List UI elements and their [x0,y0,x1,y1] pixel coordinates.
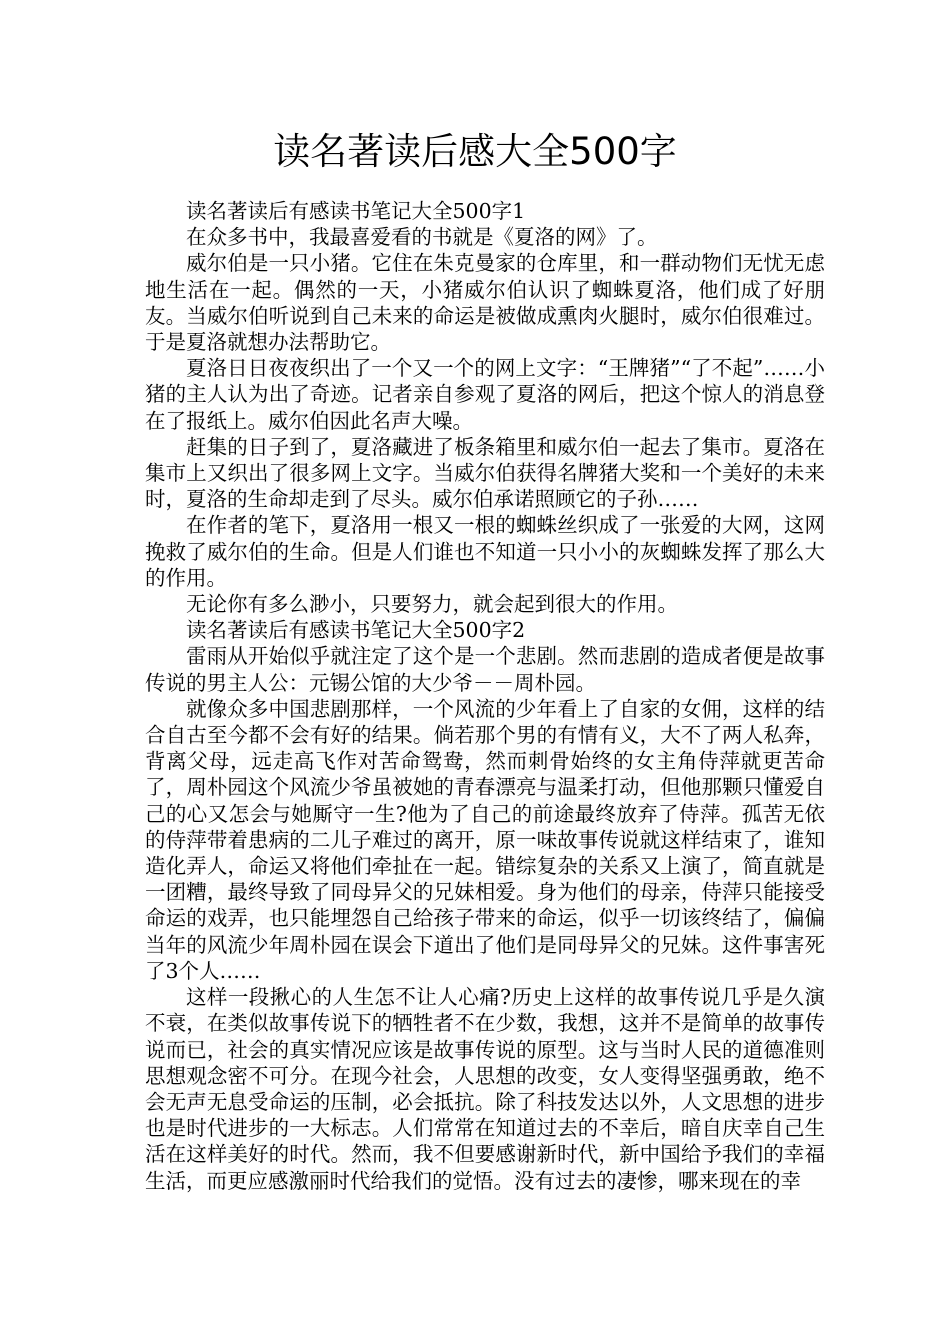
paragraph: 威尔伯是一只小猪。它住在朱克曼家的仓库里，和一群动物们无忧无虑地生活在一起。偶然的一天，小猪威尔伯认识了蜘蛛夏洛，他们成了好朋友。当威尔伯听说到自己未来的命运是被做成熏肉火腿时，威尔伯很难过。于是夏洛就想办法帮助它。 [145,251,825,355]
paragraph: 夏洛日日夜夜织出了一个又一个的网上文字：“王牌猪”“了不起”……小猪的主人认为出了奇迹。记者亲自参观了夏洛的网后，把这个惊人的消息登在了报纸上。威尔伯因此名声大噪。 [145,356,825,433]
paragraph: 在作者的笔下，夏洛用一根又一根的蜘蛛丝织成了一张爱的大网，这网挽救了威尔伯的生命。但是人们谁也不知道一只小小的灰蜘蛛发挥了那么大的作用。 [145,513,825,590]
document-title: 读名著读后感大全500字 [273,130,677,173]
paragraph: 赶集的日子到了，夏洛藏进了板条箱里和威尔伯一起去了集市。夏洛在集市上又织出了很多网上文字。当威尔伯获得名牌猪大奖和一个美好的未来时，夏洛的生命却走到了尽头。威尔伯承诺照顾它的子孙…… [145,434,825,512]
section-heading-2: 读名著读后有感读书笔记大全500字2 [186,618,526,643]
paragraph: 雷雨从开始似乎就注定了这个是一个悲剧。然而悲剧的造成者便是故事传说的男主人公：元锡公馆的大少爷－－周朴园。 [145,644,825,695]
paragraph: 这样一段揪心的人生怎不让人心痛?历史上这样的故事传说几乎是久演不衰，在类似故事传说下的牺牲者不在少数，我想，这并不是简单的故事传说而已，社会的真实情况应该是故事传说的原型。这与当时人民的道德准则思想观念密不可分。在现今社会，人思想的改变，女人变得坚强勇敢，绝不会无声无息受命运的压制，必会抵抗。除了科技发达以外，人文思想的进步也是时代进步的一大标志。人们常常在知道过去的不幸后，暗自庆幸自己生活在这样美好的时代。然而，我不但要感谢新时代，新中国给予我们的幸福生活，而更应感激丽时代给我们的觉悟。没有过去的凄惨，哪来现在的幸 [145,985,825,1193]
paragraph: 无论你有多么渺小，只要努力，就会起到很大的作用。 [186,592,678,617]
section-heading-1: 读名著读后有感读书笔记大全500字1 [186,199,526,223]
document-body [145,198,825,1194]
paragraph: 在众多书中，我最喜爱看的书就是《夏洛的网》了。 [186,225,658,250]
paragraph: 就像众多中国悲剧那样，一个风流的少年看上了自家的女佣，这样的结合自古至今都不会有好的结果。倘若那个男的有情有义，大不了两人私奔，背离父母，远走高飞作对苦命鸳鸯，然而刺骨始终的女主角侍萍就更苦命了，周朴园这个风流少爷虽被她的青春漂亮与温柔打动，但他那颗只懂爱自己的心又怎会与她厮守一生?他为了自己的前途最终放弃了侍萍。孤苦无依的侍萍带着患病的二儿子难过的离开，原一味故事传说就这样结束了，谁知造化弄人，命运又将他们牵扯在一起。错综复杂的关系又上演了，简直就是一团糟，最终导致了同母异父的兄妹相爱。身为他们的母亲，侍萍只能接受命运的戏弄，也只能埋怨自己给孩子带来的命运，似乎一切该终结了，偏偏当年的风流少年周朴园在误会下道出了他们是同母异父的兄妹。这件事害死了3个人…… [145,696,825,983]
